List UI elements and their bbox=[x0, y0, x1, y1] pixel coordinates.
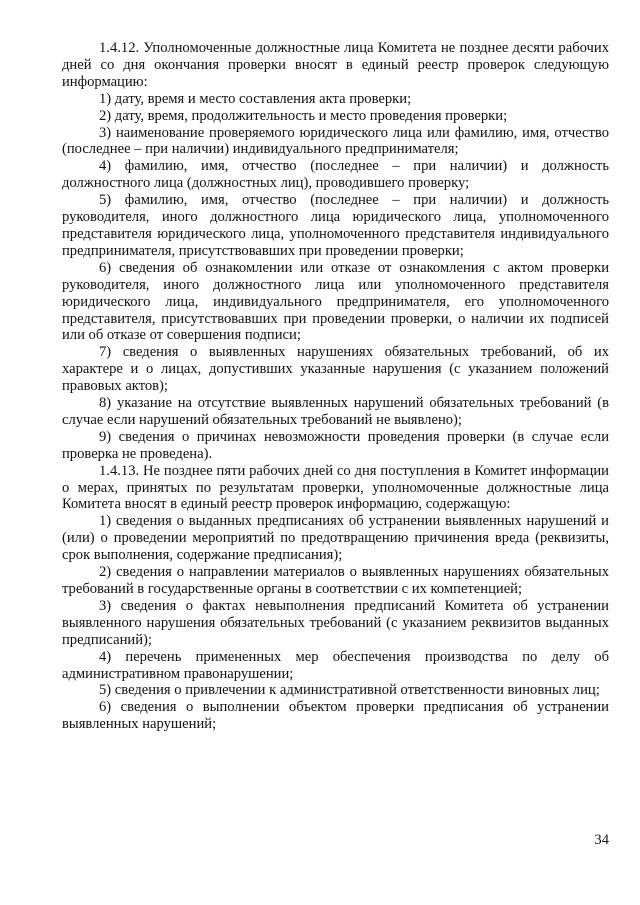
list-item-8: 8) указание на отсутствие выявленных нарушений обязательных требований (в случае если нарушений обязательных требований не выявлено); bbox=[62, 395, 609, 428]
list-item-4b: 4) перечень примененных мер обеспечения производства по делу об административном правонарушении; bbox=[62, 648, 609, 682]
page-number: 34 bbox=[594, 832, 609, 848]
paragraph-1-4-13: 1.4.13. Не позднее пяти рабочих дней со дня поступления в Комитет информации о мерах, принятых по результатам проверки, уполномоченные должностные лица Комитета вносят в единый реестр проверок информацию, содержащую: bbox=[62, 462, 609, 513]
list-item-2: 2) дату, время, продолжительность и место проведения проверки; bbox=[99, 107, 508, 124]
list-item-1: 1) дату, время и место составления акта проверки; bbox=[99, 90, 412, 107]
list-item-1b: 1) сведения о выданных предписаниях об устранении выявленных нарушений и (или) о проведении мероприятий по предотвращению причинения вреда (реквизиты, срок выполнения, содержание предписания); bbox=[62, 513, 609, 564]
list-item-4: 4) фамилию, имя, отчество (последнее – при наличии) и должность должностного лица (должностных лиц), проводившего проверку; bbox=[62, 158, 609, 192]
list-item-9: 9) сведения о причинах невозможности проведения проверки (в случае если проверка не проведена). bbox=[62, 428, 609, 462]
list-item-5: 5) фамилию, имя, отчество (последнее – при наличии) и должность руководителя, иного должностного лица юридического лица, уполномоченного представителя юридического лица, уполномоченного представителя индивидуального предпринимателя, присутствовавших при проведении проверки; bbox=[62, 192, 609, 259]
list-item-3b: 3) сведения о фактах невыполнения предписаний Комитета об устранении выявленного нарушения обязательных требований (с указанием реквизитов выданных предписаний); bbox=[62, 597, 609, 648]
list-item-7: 7) сведения о выявленных нарушениях обязательных требований, об их характере и о лицах, допустивших указанные нарушения (с указанием положений правовых актов); bbox=[62, 344, 609, 395]
list-item-2b: 2) сведения о направлении материалов о выявленных нарушениях обязательных требований в государственные органы в соответствии с их компетенцией; bbox=[62, 564, 609, 597]
list-item-6b: 6) сведения о выполнении объектом проверки предписания об устранении выявленных нарушений; bbox=[62, 699, 609, 733]
list-item-6: 6) сведения об ознакомлении или отказе от ознакомления с актом проверки руководителя, иного должностного лица или уполномоченного представителя юридического лица, индивидуального предпринимателя, его уполномоченного представителя, присутствовавших при проведении проверки, о наличии их подписей или об отказе от совершения подписи; bbox=[62, 259, 609, 344]
list-item-3: 3) наименование проверяемого юридического лица или фамилию, имя, отчество (последнее – при наличии) индивидуального предпринимателя; bbox=[62, 124, 609, 158]
document-body bbox=[62, 40, 609, 733]
list-item-5b: 5) сведения о привлечении к административной ответственности виновных лиц; bbox=[99, 682, 600, 699]
paragraph-1-4-12: 1.4.12. Уполномоченные должностные лица Комитета не позднее десяти рабочих дней со дня окончания проверки вносят в единый реестр проверок следующую информацию: bbox=[62, 40, 609, 90]
